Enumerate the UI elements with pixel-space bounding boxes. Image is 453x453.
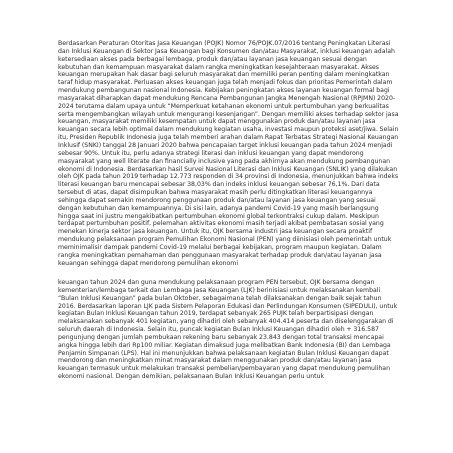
paragraph-1: Berdasarkan Peraturan Otoritas Jasa Keuangan (POJK) Nomor 76/POJK.07/2016 tentang Peningkatan Literasi dan Inklusi Keuangan di Sektor Jasa Keuangan bagi Konsumen dan/atau Masyarakat, inklusi keuangan adalah ketersediaan akses pada berbagai lembaga, produk dan/atau layanan jasa keuangan sesuai dengan kebutuhan dan kemampuan masyarakat dalam rangka meningkatkan kesejahteraan masyarakat. Akses keuangan merupakan hak dasar bagi seluruh masyarakat dan memiliki peran penting dalam meningkatkan taraf hidup masyarakat. Perluasan akses keuangan juga telah menjadi fokus dan prioritas Pemerintah dalam mendukung pembangunan nasional Indonesia. Kebijakan peningkatan akses layanan keuangan formal bagi masyarakat diharapkan dapat mendukung Rencana Pembangunan Jangka Menengah Nasional (RPJMN) 2020-2024 terutama dalam upaya untuk “Memperkuat ketahanan ekonomi untuk pertumbuhan yang berkualitas serta mengembangkan wilayah untuk mengurangi kesenjangan”. Dengan memiliki akses terhadap sektor jasa keuangan, masyarakat memiliki kesempatan untuk dapat menggunakan produk dan/atau layanan jasa keuangan secara lebih optimal dalam mendukung kegiatan usaha, investasi maupun proteksi aset/jiwa. Selain itu, Presiden Republik Indonesia juga telah memberi arahan dalam Rapat Terbatas Strategi Nasional Keuangan Inklusif (SNKI) tanggal 28 Januari 2020 bahwa pencapaian target inklusi keuangan pada tahun 2024 menjadi sebesar 90%. Untuk itu, perlu adanya strategi literasi dan inklusi keuangan yang dapat mendorong masyarakat yang well literate dan financially inclusive yang pada akhirnya akan mendukung pembangunan ekonomi di Indonesia. Berdasarkan hasil Survei Nasional Literasi dan Inklusi Keuangan (SNLIK) yang dilakukan oleh OJK pada tahun 2019 terhadap 12.773 responden di 34 provinsi di Indonesia, menunjukkan bahwa indeks literasi keuangan baru mencapai sebesar 38,03% dan indeks inklusi keuangan sebesar 76,1%. Dari data tersebut di atas, dapat disimpulkan bahwa masyarakat masih perlu ditingkatkan literasi keuangannya sehingga dapat semakin mendorong penggunaan produk dan/atau layanan jasa keuangan yang sesuai dengan kebutuhan dan kemampuannya. Di sisi lain, adanya pandemi Covid-19 yang masih berlangsung hingga saat ini justru mengakibatkan pertumbuhan ekonomi global terkontraksi cukup dalam. Meskipun terdapat pertumbuhan positif, pelemahan aktivitas ekonomi masih terjadi akibat pembatasan sosial yang menekan kinerja sektor jasa keuangan. Untuk itu, OJK bersama industri jasa keuangan secara proaktif mendukung pelaksanaan program Pemulihan Ekonomi Nasional (PEN) yang diinisiasi oleh pemerintah untuk meminimalisir dampak pandemi Covid-19 melalui berbagai kebijakan, program maupun kegiatan. Dalam rangka meningkatkan pemahaman dan penggunaan masyarakat terhadap produk dan/atau layanan jasa keuangan sehingga dapat mendorong pemulihan ekonomi (58, 40, 399, 267)
paragraph-2: keuangan tahun 2024 dan guna mendukung pelaksanaan program PEN tersebut, OJK bersama dengan kementerian/lembaga terkait dan Lembaga Jasa Keuangan (LJK) berinisiasi untuk melaksanakan kembali “Bulan Inklusi Keuangan” pada bulan Oktober, sebagaimana telah dilaksanakan dengan baik sejak tahun 2016. Berdasarkan laporan LJK pada Sistem Pelaporan Edukasi dan Perlindungan Konsumen (SIPEDULI), untuk kegiatan Bulan Inklusi Keuangan tahun 2019, terdapat sebanyak 265 PUJK telah berpartisipasi dengan melaksanakan sebanyak 401 kegiatan, yang dihadiri oleh sebanyak 404.414 peserta dan diselenggarakan di seluruh daerah di Indonesia. Selain itu, puncak kegiatan Bulan Inklusi Keuangan dihadiri oleh + 316.587 pengunjung dengan jumlah pembukaan rekening baru sebanyak 23.843 dengan total transaksi mencapai angka hingga lebih dari Rp100 miliar. Kegiatan dimaksud juga melibatkan Bank Indonesia (BI) dan Lembaga Penjamin Simpanan (LPS). Hal ini menunjukkan bahwa pelaksanaan kegiatan Bulan Inklusi Keuangan dapat mendorong dan meningkatkan minat masyarakat dalam menggunakan produk dan/atau layanan jasa keuangan termasuk untuk melakukan transaksi pembelian/pembayaran yang dapat mendukung pemulihan ekonomi nasional. Dengan demikian, pelaksanaan Bulan Inklusi Keuangan perlu untuk (58, 279, 398, 381)
